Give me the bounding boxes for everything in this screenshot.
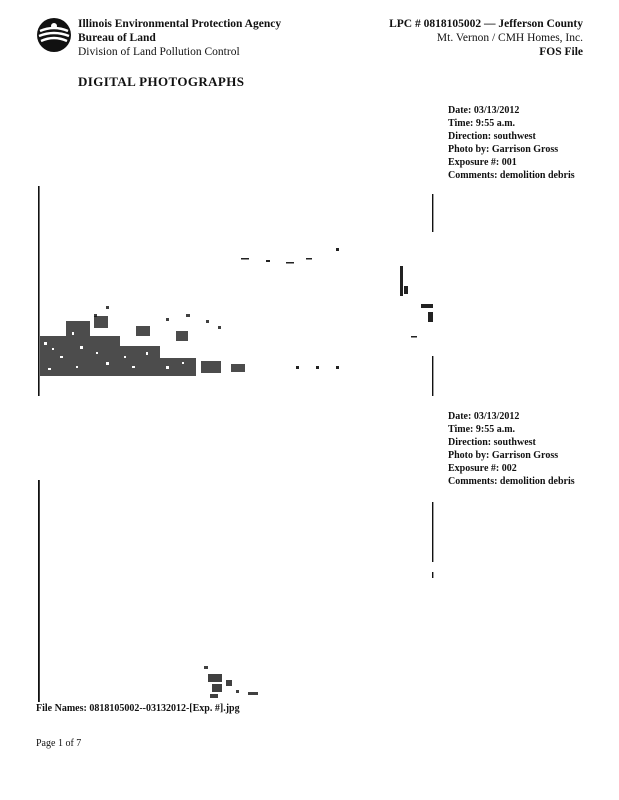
photo-1-date: Date: 03/13/2012 (448, 105, 520, 116)
photo-1-direction: Direction: southwest (448, 131, 536, 142)
photo-1-comments: Comments: demolition debris (448, 170, 575, 181)
photo-1-details (448, 104, 578, 182)
agency-name: Illinois Environmental Protection Agency (78, 18, 282, 30)
photo-2-photographer: Photo by: Garrison Gross (448, 450, 559, 461)
photo-2-comments: Comments: demolition debris (448, 476, 575, 487)
photo-2-time: Time: 9:55 a.m. (448, 424, 516, 435)
photo-1-time: Time: 9:55 a.m. (448, 118, 516, 129)
page-number: Page 1 of 7 (36, 738, 82, 749)
lpc-number: LPC # 0818105002 — Jefferson County (389, 18, 583, 30)
photo-2-exposure: Exposure #: 002 (448, 463, 517, 474)
photo-2-details (448, 410, 578, 488)
photo-2-direction: Direction: southwest (448, 437, 536, 448)
photo-2-date: Date: 03/13/2012 (448, 411, 520, 422)
photo-1 (36, 186, 440, 396)
photo-2 (36, 480, 440, 702)
photo-1-photographer: Photo by: Garrison Gross (448, 144, 559, 155)
page-title: DIGITAL PHOTOGRAPHS (78, 74, 245, 89)
agency-block (78, 17, 281, 59)
division-name: Division of Land Pollution Control (78, 46, 240, 58)
agency-seal-icon (36, 17, 72, 53)
file-names: File Names: 0818105002--03132012-[Exp. #].jpg (36, 703, 240, 714)
site-info-block (389, 17, 583, 59)
bureau-name: Bureau of Land (78, 32, 156, 44)
photo-1-exposure: Exposure #: 001 (448, 157, 517, 168)
file-type: FOS File (539, 46, 583, 58)
site-name: Mt. Vernon / CMH Homes, Inc. (436, 32, 583, 44)
